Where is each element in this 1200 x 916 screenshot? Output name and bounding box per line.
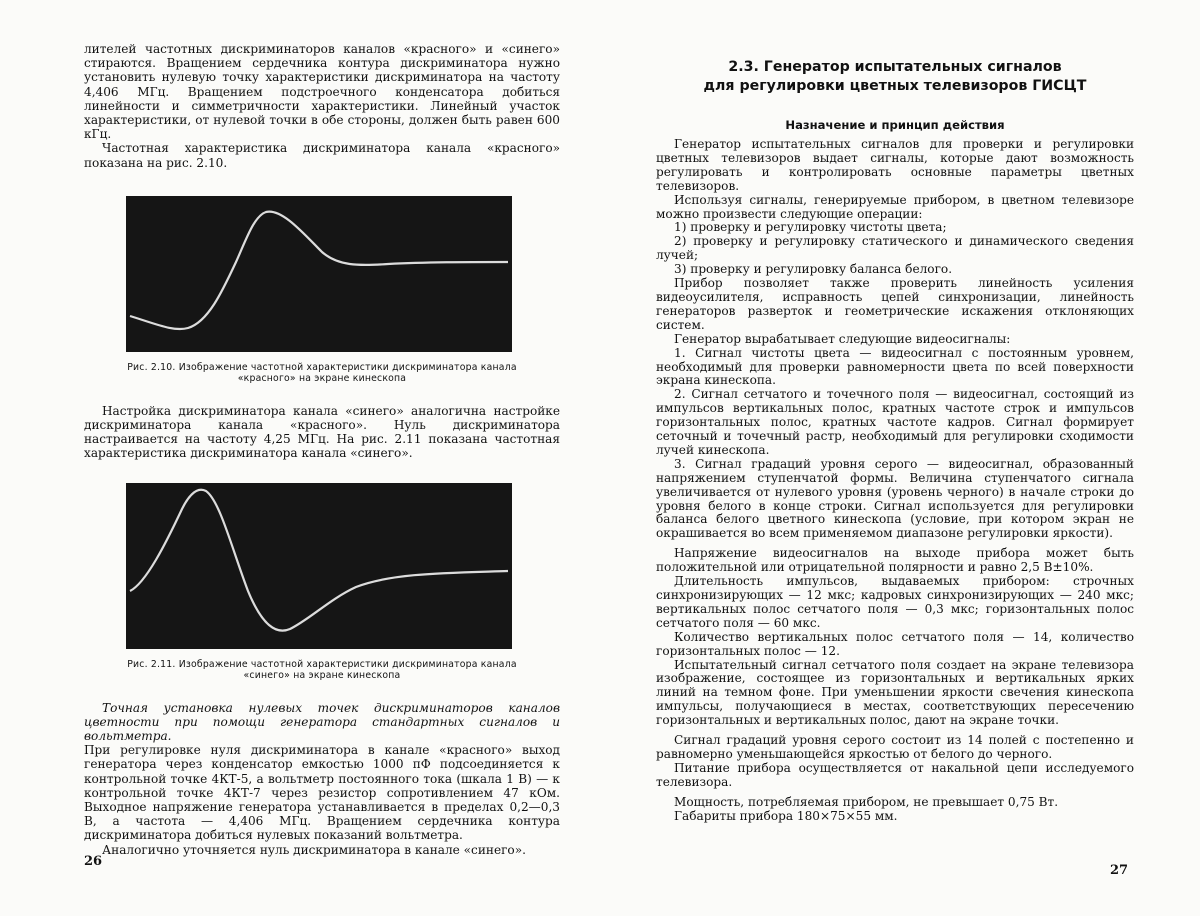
paragraph: Прибор позволяет также проверить линейность усиления видеоусилителя, исправность цепей синхронизации, линейность генераторов разверток и геометрические искажения отклоняющих систем. [656,276,1134,332]
subsection-title: Назначение и принцип действия [785,118,1005,132]
blue-channel-curve-plot [126,483,512,649]
page-number: 27 [1110,863,1129,878]
paragraph: 3. Сигнал градаций уровня серого — видеосигнал, образованный напряжением ступенчатой формы. Величина ступенчатого сигнала увеличивается от нулевого уровня (уровень черного) в начале строки до уровня белого в конце строки. Сигнал используется для регулировки баланса белого цветного кинескопа (условие, при котором экран не окрашивается во всем применяемом диапазоне регулировки яркости). [656,456,1134,541]
right-page [600,0,1200,916]
figure-2-10-oscillogram [126,196,512,352]
paragraph: При регулировке нуля дискриминатора в канале «красного» выход генератора через конденсатор емкостью 1000 пФ подсоединяется к контрольной точке 4КТ-5, а вольтметр постоянного тока (шкала 1 В) — к контрольной точке 4КТ-7 через резистор сопротивлением 47 кОм. Выходное напряжение генератора устанавливается в пределах 0,2—0,3 В, а частота — 4,406 МГц. Вращением сердечника контура дискриминатора добиться нулевых показаний вольтметра. [84,743,560,843]
section-title-line: 2.3. Генератор испытательных сигналов [728,59,1062,75]
paragraph: Сигнал градаций уровня серого состоит из 14 полей с постепенно и равномерно уменьшающейся яркостью от белого до черного. [656,733,1134,761]
section-title [656,58,1134,96]
paragraph: Частотная характеристика дискриминатора канала «красного» показана на рис. 2.10. [84,141,560,170]
list-item: 3) проверку и регулировку баланса белого. [674,262,953,277]
paragraph: Длительность импульсов, выдаваемых прибором: строчных синхронизирующих — 12 мкс; кадровых синхронизирующих — 240 мкс; вертикальных полос сетчатого поля — 0,3 мкс; горизонтальных полос сетчатого поля — 60 мкс. [656,574,1134,630]
list-item: 1) проверку и регулировку чистоты цвета; [674,220,947,235]
paragraph: Испытательный сигнал сетчатого поля создает на экране телевизора изображение, состоящее из горизонтальных и вертикальных ярких линий на темном фоне. При уменьшении яркости свечения кинескопа импульсы, получающиеся в местах, соответствующих пересечению горизонтальных и вертикальных полос, дают на экране точки. [656,657,1134,728]
paragraph: Аналогично уточняется нуль дискриминатора в канале «синего». [102,842,526,857]
paragraph: Генератор испытательных сигналов для проверки и регулировки цветных телевизоров выдает сигналы, которые дают возможность регулировать и контролировать основные параметры цветных телевизоров. [656,137,1134,193]
paragraph: Напряжение видеосигналов на выходе прибора может быть положительной или отрицательной полярности и равно 2,5 В±10%. [656,546,1134,575]
paragraph: Количество вертикальных полос сетчатого поля — 14, количество горизонтальных полос — 12. [656,629,1134,658]
paragraph: Настройка дискриминатора канала «синего» аналогична настройке дискриминатора канала «красного». Нуль дискриминатора настраивается на частоту 4,25 МГц. На рис. 2.11 показана частотная характеристика дискриминатора канала «синего». [84,403,560,461]
paragraph: Мощность, потребляемая прибором, не превышает 0,75 Вт. [674,794,1059,809]
paragraph: Габариты прибора 180×75×55 мм. [674,808,898,823]
paragraph: Питание прибора осуществляется от накальной цепи исследуемого телевизора. [656,760,1134,789]
paragraph: 1. Сигнал чистоты цвета — видеосигнал с постоянным уровнем, необходимый для проверки равномерности цвета по всей поверхности экрана кинескопа. [656,345,1134,388]
figure-caption: Рис. 2.11. Изображение частотной характеристики дискриминатора канала «синего» на экране кинескопа [127,658,517,681]
paragraph: Используя сигналы, генерируемые прибором, в цветном телевизоре можно произвести следующие операции: [656,192,1134,221]
italic-heading-paragraph: Точная установка нулевых точек дискриминаторов каналов цветности при помощи генератора стандартных сигналов и вольтметра. [84,700,560,744]
page-number: 26 [84,854,103,869]
paragraph: лителей частотных дискриминаторов каналов «красного» и «синего» стираются. Вращением сердечника контура дискриминатора нужно установить нулевую точку характеристики дискриминатора на частоту 4,406 МГц. Вращением подстроечного конденсатора добиться линейности и симметричности характеристики. Линейный участок характеристики, от нулевой точки в обе стороны, должен быть равен 600 кГц. [84,42,560,142]
paragraph: Генератор вырабатывает следующие видеосигналы: [674,331,1011,346]
figure-2-11-oscillogram [126,483,512,649]
paragraph: 2. Сигнал сетчатого и точечного поля — видеосигнал, состоящий из импульсов вертикальных полос, кратных частоте строк и импульсов горизонтальных полос, кратных частоте кадров. Сигнал формирует сеточный и точечный растр, необходимый для регулировки сходимости лучей кинескопа. [656,387,1134,457]
figure-caption: Рис. 2.10. Изображение частотной характеристики дискриминатора канала «красного» на экране кинескопа [127,361,517,384]
section-title-line: для регулировки цветных телевизоров ГИСЦТ [703,78,1087,94]
red-channel-curve-plot [126,196,512,352]
list-item: 2) проверку и регулировку статического и динамического сведения лучей; [656,234,1134,263]
